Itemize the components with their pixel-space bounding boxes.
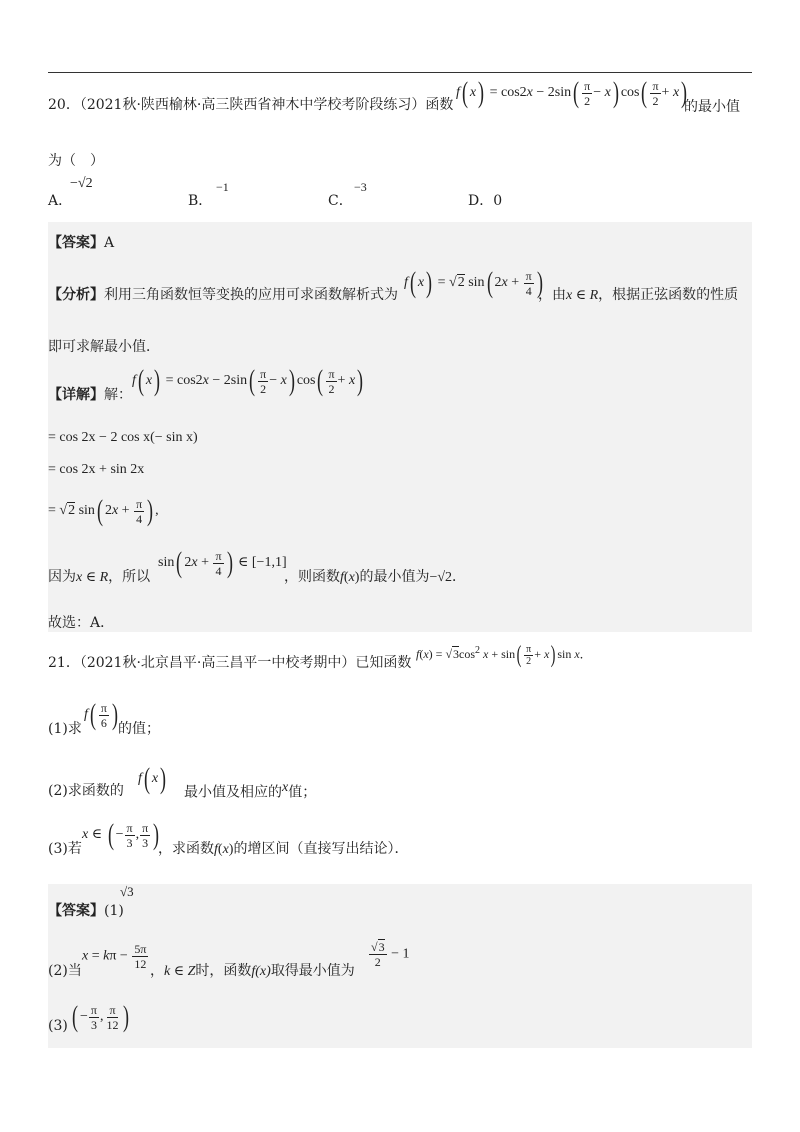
q21-answer2-min: $\frac{√3}{2}$ − 1 [371, 940, 410, 969]
q20-line2: 为（ ） [48, 153, 104, 169]
q20-option-b: B． [188, 193, 213, 209]
q20-option-c-value: −3 [354, 180, 367, 194]
q20-analysis-line2: 即可求解最小值． [48, 339, 160, 355]
q21-part2-mid: 最小值及相应的x值； [184, 780, 317, 801]
q20-option-d: D．0 [468, 193, 503, 209]
q21-answer: 【答案】(1) [48, 903, 124, 919]
q21-part3-interval: x ∈ ( − $\frac{\pi}{3}$ , $\frac{\pi}{3}$ ) [82, 818, 160, 851]
q20-number: 20． [48, 97, 80, 113]
q20-step-3: = √2 sin( 2x + $\frac{\pi}{4}$ ) , [48, 494, 159, 527]
q20-step-1: = cos 2x − 2 cos x(− sin x) [48, 430, 198, 445]
q20-analysis-tail: ，由x ∈ R，根据正弦函数的性质 [538, 287, 739, 303]
q20-min-line: ，则函数f(x)的最小值为−√2． [284, 569, 467, 585]
q21-answer2-formula: x = kπ − $\frac{5\pi}{12}$ [82, 942, 147, 971]
q20-because-line: 因为x ∈ R，所以 [48, 569, 151, 585]
q20-source: （2021秋·陕西榆林·高三陕西省神木中学校考阶段练习）函数 [79, 97, 454, 113]
q21-answer1-value: √3 [120, 884, 134, 899]
q20-option-b-value: −1 [216, 180, 229, 194]
q20-option-a: A． [48, 193, 73, 209]
q21-part1: (1)求 [48, 721, 82, 737]
q21-line1 [48, 652, 411, 672]
q20-detail-label: 【详解】解： [48, 387, 132, 403]
q21-function-formula: $f(x) = √3\cos^2$ x + sin( $\frac{\pi}{2}$ + x) sin x． [416, 642, 592, 668]
q21-part2-func: f( x) [138, 762, 167, 795]
q20-line1 [48, 94, 453, 114]
q20-tail: 的最小值 [684, 99, 740, 115]
q21-part1-formula: f( $\frac{\pi}{6}$ ) [84, 698, 118, 731]
q21-part3: (3)若 [48, 841, 82, 857]
q20-range-formula: sin( 2x + $\frac{\pi}{4}$ ) ∈ [−1,1] [158, 546, 287, 579]
q21-part2: (2)求函数的 [48, 783, 124, 799]
q21-source: （2021秋·北京昌平·高三昌平一中校考期中）已知函数 [79, 655, 412, 671]
q20-option-c: C． [328, 193, 353, 209]
q21-answer3-interval: ( − $\frac{\pi}{3}$ , $\frac{\pi}{12}$ ) [72, 1000, 130, 1033]
q21-answer2: (2)当 [48, 963, 82, 979]
q20-analysis: 【分析】利用三角函数恒等变换的应用可求函数解析式为 [48, 287, 398, 303]
q20-function-formula: f( x) = cos2x − 2sin( $\frac{\pi}{2}$ − x) cos( $\frac{\pi}{2}$ + x) [456, 76, 688, 109]
q21-number: 21． [48, 655, 80, 671]
q20-analysis-formula: f( x) = √2 sin( 2x + $\frac{\pi}{4}$ ) [404, 266, 543, 299]
q21-part1-tail: 的值； [118, 721, 160, 737]
q21-part3-tail: ，求函数f(x)的增区间（直接写出结论）． [158, 841, 409, 857]
q21-answer2-tail: ，k ∈ Z时，函数f(x)取得最小值为 [150, 963, 355, 979]
q21-answer3: (3) [48, 1018, 68, 1034]
q20-step-2: = cos 2x + sin 2x [48, 462, 145, 477]
header-rule [48, 72, 752, 73]
q20-choose: 故选：A． [48, 615, 115, 631]
q20-option-a-value: −√2 [70, 176, 93, 191]
q20-answer: 【答案】A [48, 235, 115, 251]
q20-detail-formula: f( x) = cos2x − 2sin( $\frac{\pi}{2}$ − x) cos( $\frac{\pi}{2}$ + x) [132, 364, 364, 397]
